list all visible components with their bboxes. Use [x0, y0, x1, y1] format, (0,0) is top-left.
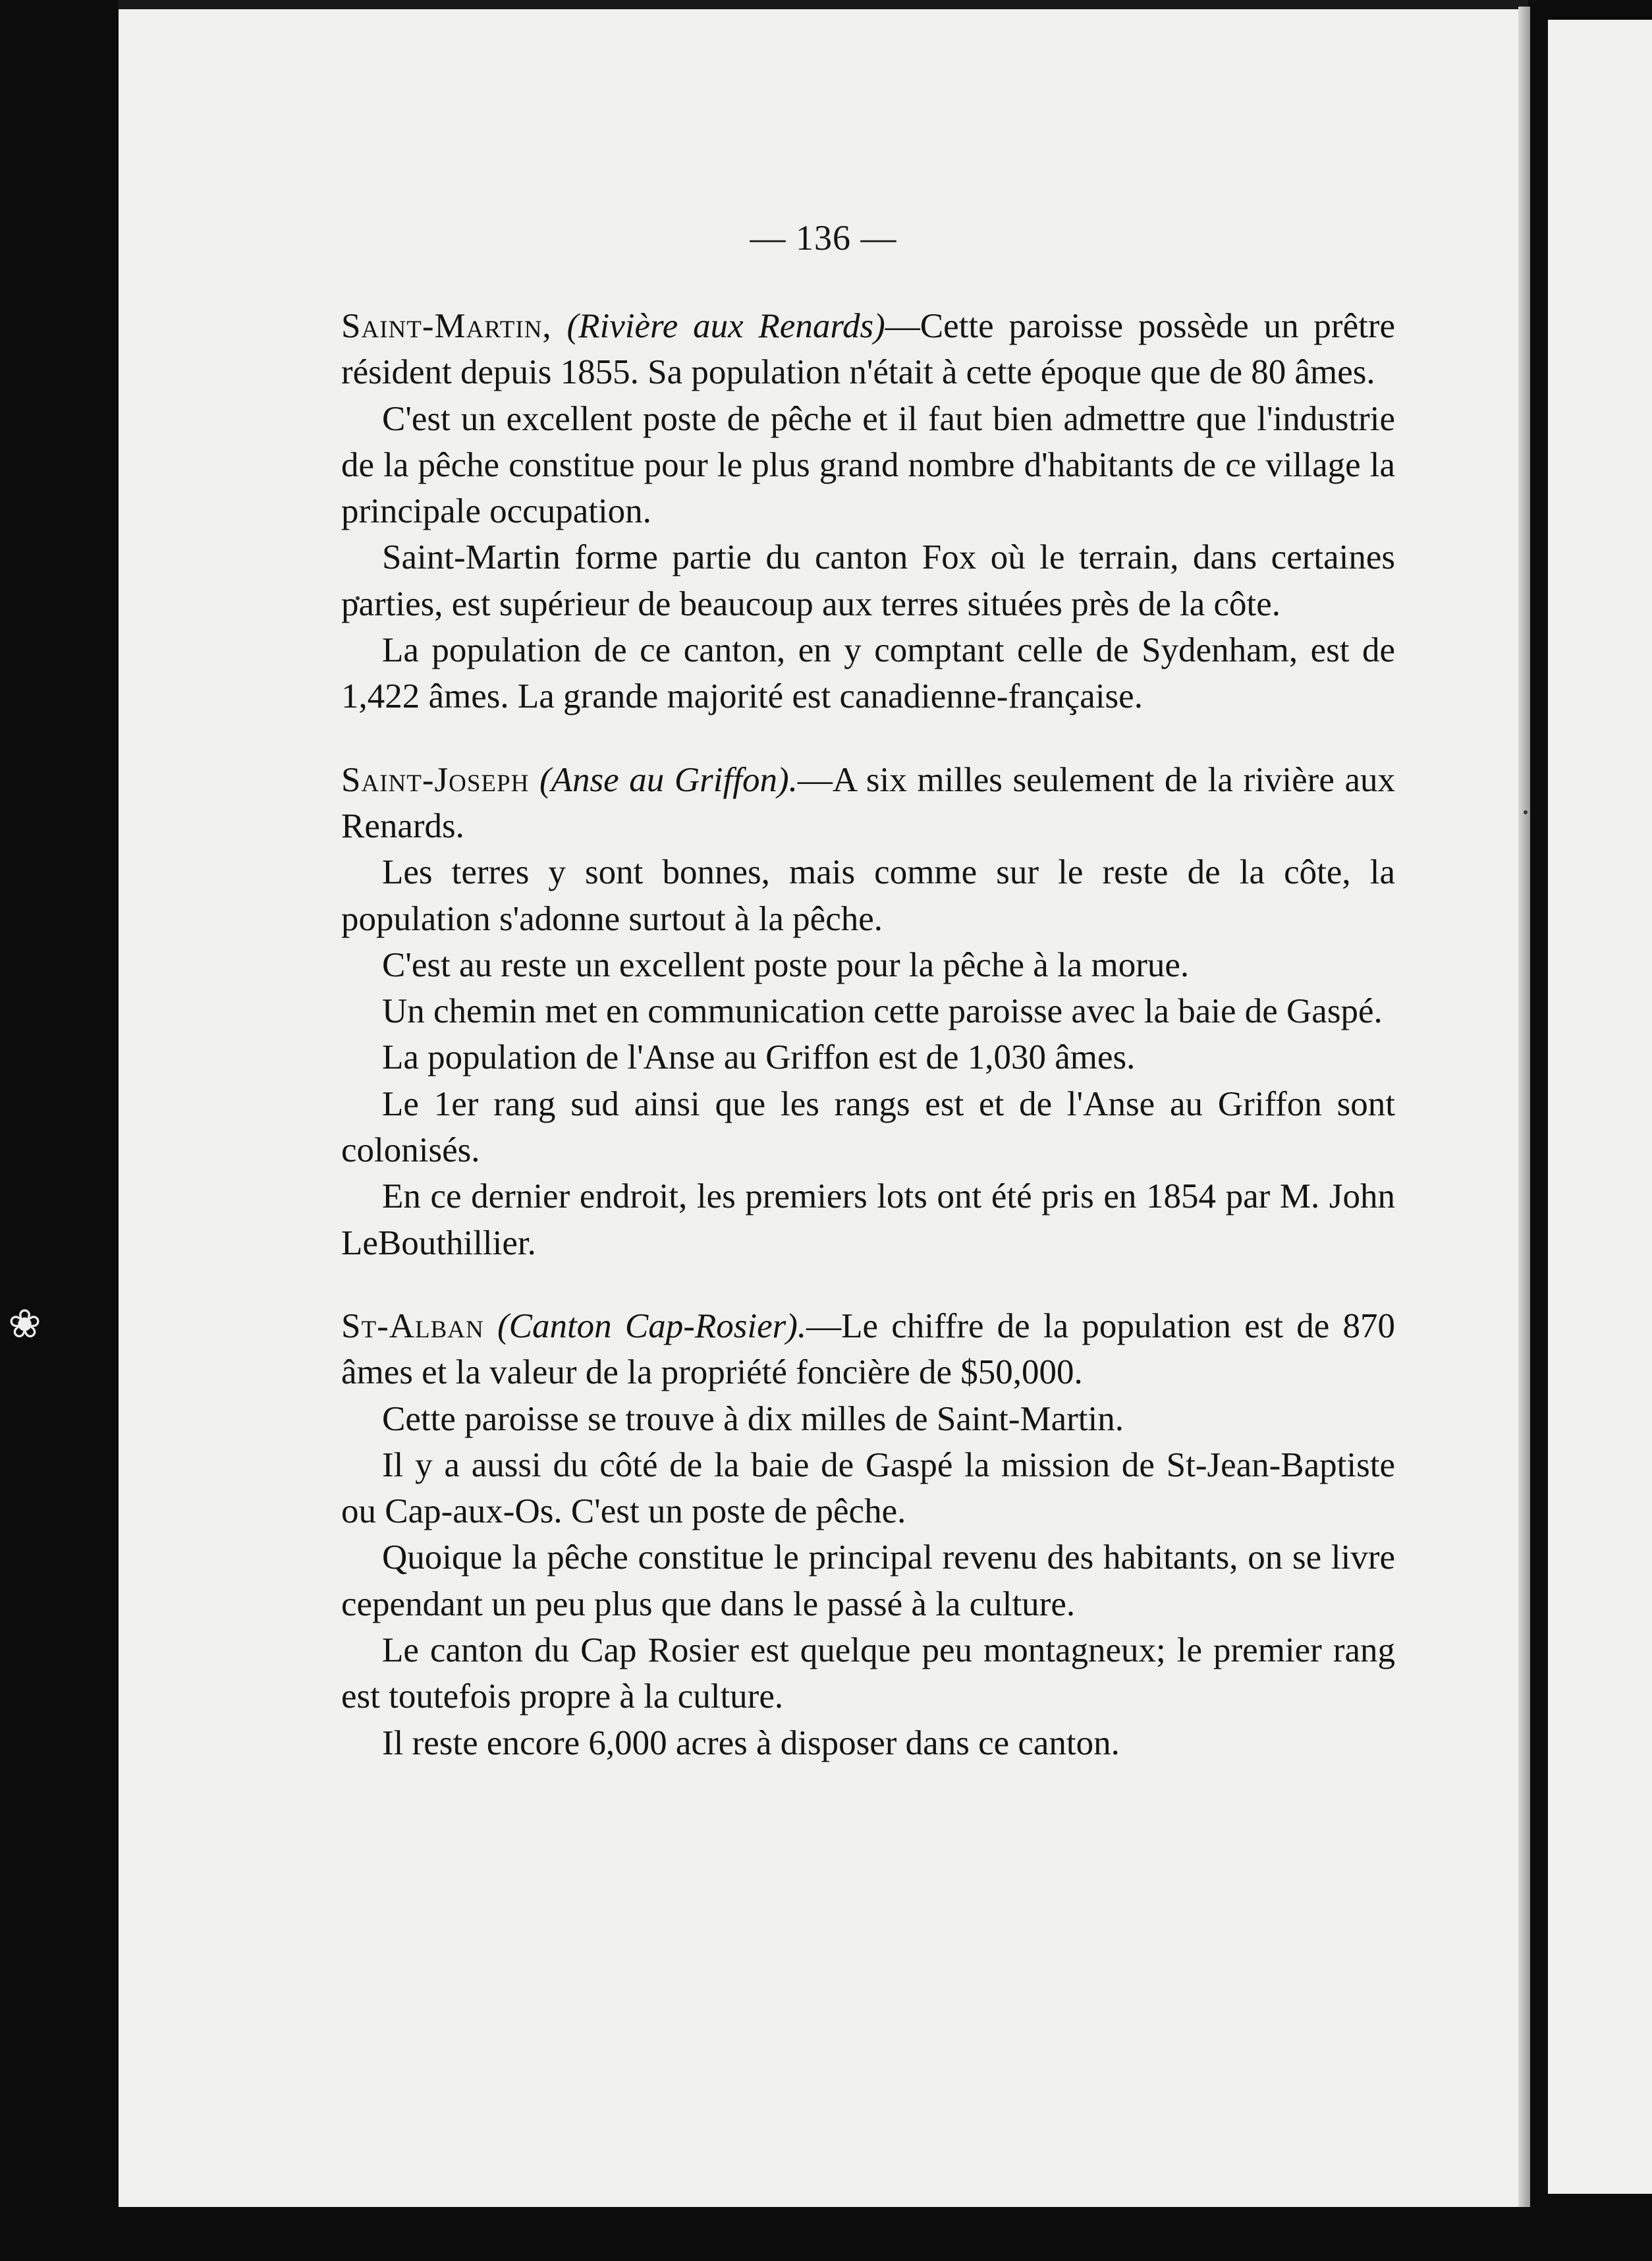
paragraph: La population de ce canton, en y comptant celle de Sydenham, est de 1,422 âmes. La grande majorité est canadienne-française.	[341, 631, 1395, 716]
section-subtitle: (Rivière aux Renards)	[566, 307, 885, 345]
section-heading: Saint-Joseph	[341, 760, 530, 799]
paragraph: Saint-Martin forme partie du canton Fox où le terrain, dans certaines parties, est supérieur de beaucoup aux terres situées près de la côte.	[341, 538, 1395, 623]
ink-speck	[1524, 810, 1528, 814]
section-subtitle: (Anse au Griffon).	[539, 760, 798, 799]
paragraph: Le 1er rang sud ainsi que les rangs est et de l'Anse au Griffon sont colonisés.	[341, 1084, 1395, 1170]
paragraph: En ce dernier endroit, les premiers lots ont été pris en 1854 par M. John LeBouthillier.	[341, 1177, 1395, 1262]
section-saint-martin-lead	[341, 303, 1395, 396]
section-subtitle: (Canton Cap-Rosier).	[497, 1306, 807, 1345]
body-text	[341, 303, 1395, 1766]
section-saint-joseph-lead	[341, 757, 1395, 850]
binding-hole-icon: ❀	[8, 1301, 41, 1347]
adjacent-page-edge	[1548, 20, 1652, 2194]
section-heading: Saint-Martin,	[341, 307, 552, 345]
section-lead-text: —Le chiffre de la population est de 870 âmes et la valeur de la propriété foncière de $50,000.	[341, 1306, 1396, 1392]
paragraph: Quoique la pêche constitue le principal revenu des habitants, on se livre cependant un peu plus que dans le passé à la culture.	[341, 1538, 1395, 1623]
paragraph: C'est au reste un excellent poste pour la pêche à la morue.	[382, 945, 1190, 984]
page-gutter-shadow	[1518, 7, 1530, 2207]
paragraph: Un chemin met en communication cette paroisse avec la baie de Gaspé.	[382, 992, 1383, 1031]
section-st-alban-lead	[341, 1303, 1395, 1396]
paragraph: C'est un excellent poste de pêche et il faut bien admettre que l'industrie de la pêche constitue pour le plus grand nombre d'habitants de ce village la principale occupation.	[341, 399, 1395, 531]
paragraph: Il reste encore 6,000 acres à disposer dans ce canton.	[382, 1723, 1120, 1762]
paragraph: Il y a aussi du côté de la baie de Gaspé la mission de St-Jean-Baptiste ou Cap-aux-Os. C'est un poste de pêche.	[341, 1445, 1395, 1531]
paragraph: Cette paroisse se trouve à dix milles de Saint-Martin.	[382, 1399, 1124, 1438]
paragraph: Les terres y sont bonnes, mais comme sur le reste de la côte, la population s'adonne surtout à la pêche.	[341, 853, 1395, 938]
page-top-edge	[119, 0, 1528, 9]
section-lead-text: —Cette paroisse possède un prêtre résident depuis 1855. Sa population n'était à cette époque que de 80 âmes.	[341, 307, 1395, 392]
section-lead-text: —A six milles seulement de la rivière aux Renards.	[341, 760, 1396, 845]
paragraph: Le canton du Cap Rosier est quelque peu montagneux; le premier rang est toutefois propre à la culture.	[341, 1631, 1395, 1716]
page-number: — 136 —	[750, 218, 897, 258]
paragraph: La population de l'Anse au Griffon est de 1,030 âmes.	[382, 1038, 1136, 1077]
section-heading: St-Alban	[341, 1306, 484, 1345]
